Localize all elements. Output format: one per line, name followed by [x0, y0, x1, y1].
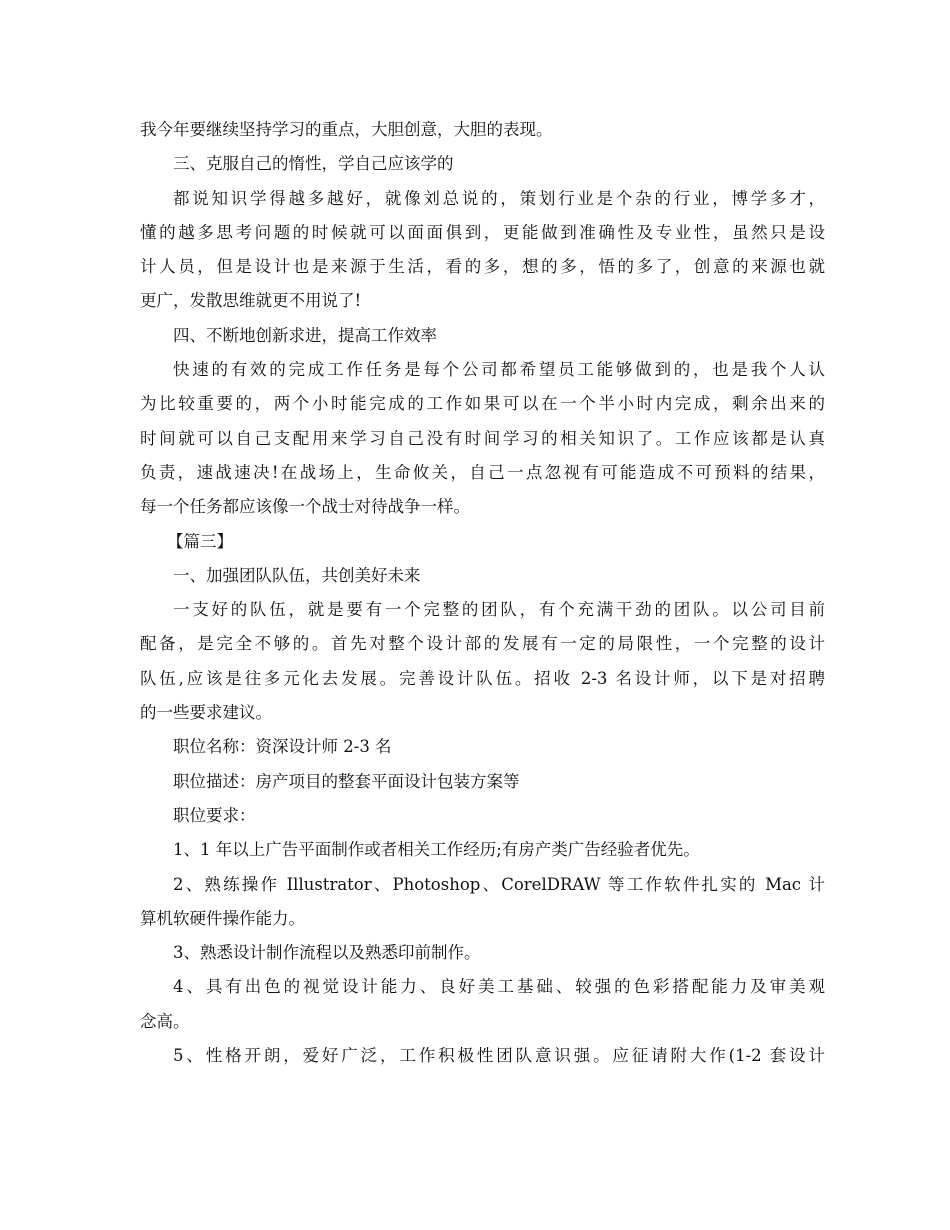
paragraph-line: 计人员，但是设计也是来源于生活，看的多，想的多，悟的多了，创意的来源也就 — [140, 257, 825, 277]
paragraph-line: 一支好的队伍，就是要有一个完整的团队，有个充满干劲的团队。以公司目前 — [173, 600, 825, 620]
paragraph-line: 时间就可以自己支配用来学习自己没有时间学习的相关知识了。工作应该都是认真 — [140, 428, 825, 448]
requirement-item: 4、具有出色的视觉设计能力、良好美工基础、较强的色彩搭配能力及审美观 — [173, 977, 825, 997]
paragraph-line: 懂的越多思考问题的时候就可以面面俱到，更能做到准确性及专业性，虽然只是设 — [140, 222, 825, 242]
paragraph-line: 配备，是完全不够的。首先对整个设计部的发展有一定的局限性，一个完整的设计 — [140, 634, 825, 654]
paragraph-line: 负责，速战速决!在战场上，生命攸关，自己一点忽视有可能造成不可预料的结果， — [140, 462, 825, 482]
job-description-line: 职位描述：房产项目的整套平面设计包装方案等 — [173, 771, 520, 791]
requirement-item: 1、1 年以上广告平面制作或者相关工作经历;有房产类广告经验者优先。 — [173, 840, 700, 860]
paragraph-line: 队伍,应该是往多元化去发展。完善设计队伍。招收 2-3 名设计师，以下是对招聘 — [140, 668, 825, 688]
paragraph-line: 都说知识学得越多越好，就像刘总说的，策划行业是个杂的行业，博学多才， — [173, 188, 825, 208]
job-title-line: 职位名称：资深设计师 2-3 名 — [173, 737, 392, 757]
paragraph-line: 的一些要求建议。 — [140, 703, 272, 723]
paragraph-line: 更广，发散思维就更不用说了! — [140, 291, 362, 311]
paragraph-line: 我今年要继续坚持学习的重点，大胆创意，大胆的表现。 — [140, 120, 553, 139]
part-heading: 【篇三】 — [167, 531, 233, 551]
requirement-item-continuation: 算机软硬件操作能力。 — [140, 908, 305, 928]
paragraph-line: 快速的有效的完成工作任务是每个公司都希望员工能够做到的，也是我个人认 — [173, 360, 825, 380]
paragraph-line: 每一个任务都应该像一个战士对待战争一样。 — [140, 497, 470, 517]
section-heading: 一、加强团队队伍，共创美好未来 — [173, 565, 421, 585]
paragraph-line: 为比较重要的，两个小时能完成的工作如果可以在一个半小时内完成，剩余出来的 — [140, 394, 825, 414]
section-heading: 四、不断地创新求进，提高工作效率 — [173, 325, 437, 345]
requirement-item: 5、性格开朗，爱好广泛，工作积极性团队意识强。应征请附大作(1-2 套设计 — [173, 1046, 825, 1066]
document-body — [140, 113, 825, 1073]
section-heading: 三、克服自己的惰性，学自己应该学的 — [173, 154, 454, 174]
requirement-item-continuation: 念高。 — [140, 1011, 190, 1031]
requirement-item: 3、熟悉设计制作流程以及熟悉印前制作。 — [173, 943, 481, 963]
requirement-item: 2、熟练操作 Illustrator、Photoshop、CorelDRAW 等工作软件扎实的 Mac 计 — [173, 874, 825, 894]
job-requirements-label: 职位要求： — [173, 805, 256, 825]
